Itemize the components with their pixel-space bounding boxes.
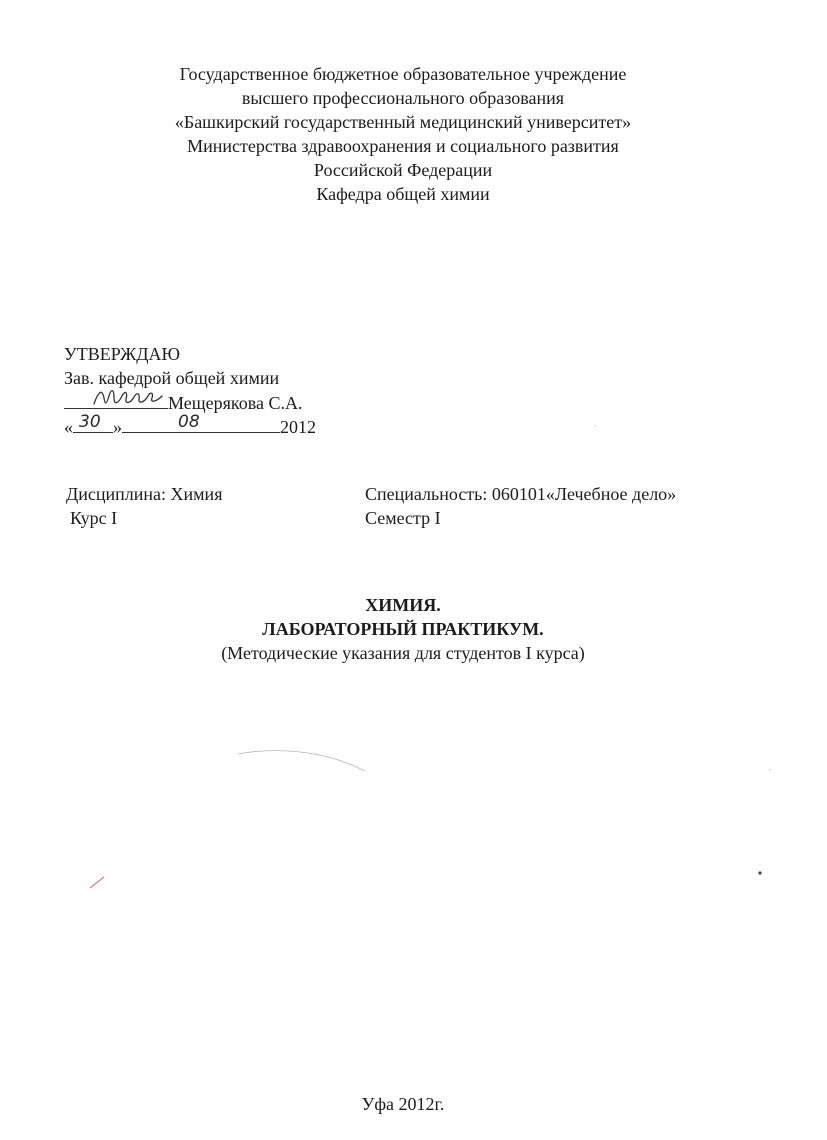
date-quote-open: « <box>64 417 73 437</box>
date-quote-close: » <box>113 417 122 437</box>
header-line-3: «Башкирский государственный медицинский университет» <box>174 112 632 132</box>
discipline-label: Дисциплина: Химия <box>66 484 223 504</box>
header-line-5: Российской Федерации <box>313 160 493 180</box>
document-footer <box>0 1092 806 1116</box>
header-line-4: Министерства здравоохранения и социального развития <box>187 136 619 156</box>
approval-name: Мещерякова С.А. <box>168 393 303 413</box>
course-label: Курс I <box>70 508 118 528</box>
footer-city-year: Уфа 2012г. <box>361 1094 445 1114</box>
scan-smudge-line <box>238 751 365 771</box>
semester-label: Семестр I <box>365 508 441 528</box>
title-subject: ХИМИЯ. <box>365 595 441 615</box>
date-year: 2012 <box>280 417 316 437</box>
specialty-label: Специальность: 060101«Лечебное дело» <box>365 484 677 504</box>
date-day-value: 30 <box>79 412 101 432</box>
header-line-1: Государственное бюджетное образовательное учреждение <box>179 64 627 84</box>
approval-heading: УТВЕРЖДАЮ <box>64 344 181 364</box>
header-line-2: высшего профессионального образования <box>241 88 565 108</box>
scan-dot <box>758 871 761 874</box>
header-line-6: Кафедра общей химии <box>316 184 490 204</box>
ink-mark <box>90 877 104 888</box>
date-month-value: 08 <box>178 412 200 432</box>
approval-position: Зав. кафедрой общей химии <box>64 368 280 388</box>
title-practicum: ЛАБОРАТОРНЫЙ ПРАКТИКУМ. <box>262 619 544 639</box>
title-subtitle: (Методические указания для студентов I курса) <box>221 643 585 663</box>
